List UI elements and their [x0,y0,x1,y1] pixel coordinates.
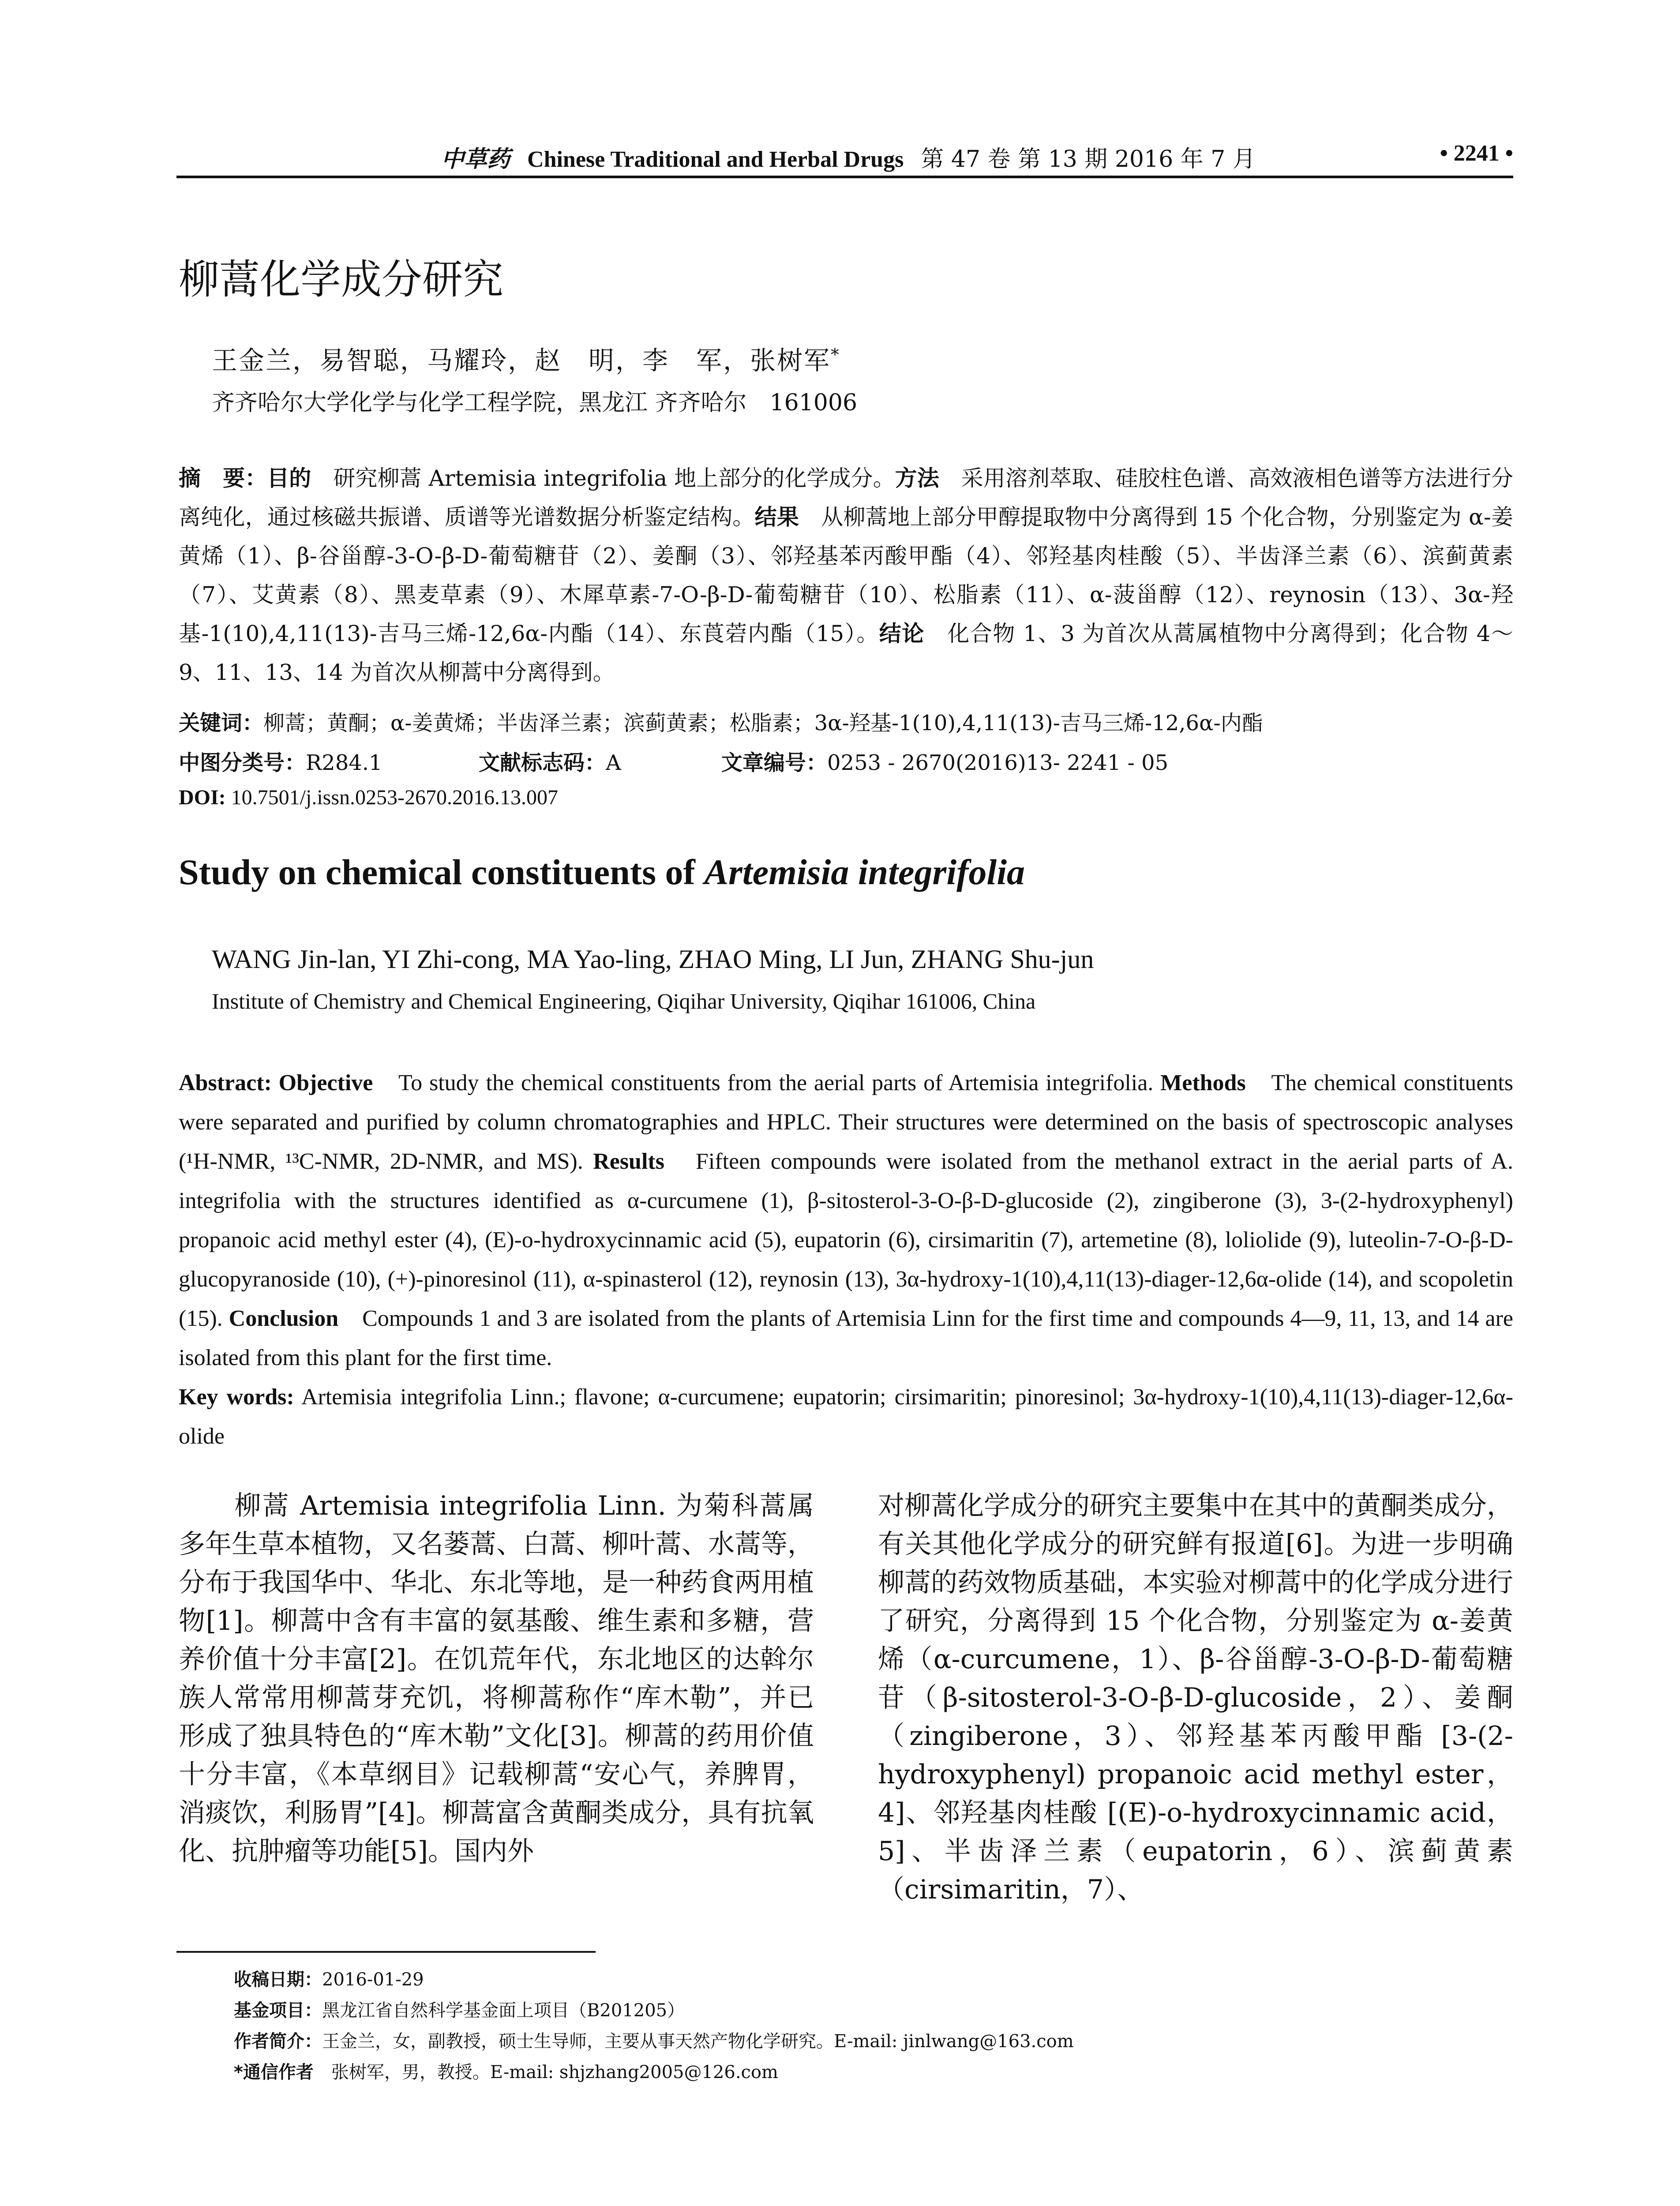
abstract-cn-objective-label: 目的 [267,465,311,491]
received-date: 2016-01-29 [322,1970,424,1990]
journal-issue: 第 47 卷 第 13 期 2016 年 7 月 [921,146,1256,173]
author-label: 作者简介： [234,2031,322,2052]
abstract-en-label: Abstract: Objective [179,1070,373,1095]
abstract-cn-methods-label: 方法 [895,465,939,491]
doc-code-value: A [606,750,621,775]
received-label: 收稿日期： [234,1970,322,1990]
corresponding-mark: * [831,345,840,364]
author-text: 王金兰，女，副教授，硕士生导师，主要从事天然产物化学研究。E-mail: jinlwang@163.com [322,2031,1074,2052]
abstract-cn-results-label: 结果 [754,504,799,530]
institution-cn: 齐齐哈尔大学化学与化学工程学院，黑龙江 齐齐哈尔 161006 [212,390,858,416]
footnote-rule [176,1951,596,1953]
abstract-en-conclusion-label: Conclusion [229,1306,339,1331]
corr-label: *通信作者 [234,2062,314,2082]
abstract-en-objective: To study the chemical constituents from the aerial parts of Artemisia integrifolia. [373,1070,1154,1095]
footnote-received [234,1966,424,1991]
footnote-corresponding [234,2058,778,2083]
abstract-cn-conclusion: 化合物 1、3 为首次从蒿属植物中分离得到；化合物 4～9、11、13、14 为首次从柳蒿中分离得到。 [179,621,1513,685]
abstract-en-results-label: Results [593,1149,664,1174]
abstract-cn-conclusion-label: 结论 [879,621,925,646]
abstract-cn-methods: 采用溶剂萃取、硅胶柱色谱、高效液相色谱等方法进行分离纯化，通过核磁共振谱、质谱等光谱数据分析鉴定结构。 [179,465,1514,530]
footnote-fund [234,1996,685,2022]
title-en-italic: Artemisia integrifolia [704,852,1025,892]
keywords-en-text: Artemisia integrifolia Linn.; flavone; α-curcumene; eupatorin; cirsimaritin; pinoresinol; 3α-hydroxy-1(10),4,11(13)-diager-12,6α-olide [179,1384,1513,1449]
keywords-cn [179,706,1263,736]
footnote-author [234,2027,1074,2052]
abstract-cn-results: 从柳蒿地上部分甲醇提取物中分离得到 15 个化合物，分别鉴定为 α-姜黄烯（1）、β-谷甾醇-3-O-β-D-葡萄糖苷（2）、姜酮（3）、邻羟基苯丙酸甲酯（4）、邻羟基肉桂酸（5）、半齿泽兰素（6）、滨蓟黄素（7）、艾黄素（8）、黑麦草素（9）、木犀草素-7-O-β-D-葡萄糖苷（10）、松脂素（11）、α-菠甾醇（12）、reynosin（13）、3α-羟基-1(10),4,11(13)-吉马三烯-12,6α-内酯（14）、东莨菪内酯（15）。 [179,504,1514,646]
fund-text: 黑龙江省自然科学基金面上项目（B201205） [322,2000,685,2021]
abstract-en [179,1063,1513,1456]
doi-label: DOI: [179,786,226,809]
doi-line [179,785,558,810]
article-no-label: 文章编号： [721,750,828,775]
fund-label: 基金项目： [234,2000,322,2021]
journal-name-en: Chinese Traditional and Herbal Drugs [527,147,904,172]
clc-label: 中图分类号： [179,750,306,775]
journal-line [441,140,1256,173]
title-cn: 柳蒿化学成分研究 [179,256,504,303]
title-en-plain: Study on chemical constituents of [179,852,705,892]
authors-cn-names: 王金兰，易智聪，马耀玲，赵 明，李 军，张树军 [212,345,831,375]
clc-value: R284.1 [306,750,382,775]
abstract-en-conclusion: Compounds 1 and 3 are isolated from the plants of Artemisia Linn for the first time and compounds 4—9, 11, 13, and 14 are isolated from this plant for the first time. [179,1306,1514,1370]
abstract-cn-label: 摘 要： [179,465,267,491]
doc-code-label: 文献标志码： [479,750,606,775]
abstract-cn [179,459,1513,692]
authors-en: WANG Jin-lan, YI Zhi-cong, MA Yao-ling, ZHAO Ming, LI Jun, ZHANG Shu-jun [212,945,1094,974]
abstract-en-methods-label: Methods [1160,1070,1246,1095]
body-column-right: 对柳蒿化学成分的研究主要集中在其中的黄酮类成分，有关其他化学成分的研究鲜有报道[6]。为进一步明确柳蒿的药效物质基础，本实验对柳蒿中的化学成分进行了研究，分离得到 15 个化合物，分别鉴定为 α-姜黄烯（α-curcumene，1）、β-谷甾醇-3-O-β-D-葡萄糖苷（β-sitosterol-3-O-β-D-glucoside，2）、姜酮（zingiberone，3）、邻羟基苯丙酸甲酯 [3-(2-hydroxyphenyl) propanoic acid methyl ester，4]、邻羟基肉桂酸 [(E)-o-hydroxycinnamic acid，5]、半齿泽兰素（eupatorin，6）、滨蓟黄素（cirsimaritin，7）、 [878,1490,1513,1905]
journal-name-cn: 中草药 [441,146,510,173]
page-number: • 2241 • [1440,141,1513,166]
authors-cn [212,340,840,377]
keywords-cn-label: 关键词： [179,711,264,735]
body-column-left: 柳蒿 Artemisia integrifolia Linn. 为菊科蒿属多年生草本植物，又名蒌蒿、白蒿、柳叶蒿、水蒿等，分布于我国华中、华北、东北等地，是一种药食两用植物[1]。柳蒿中含有丰富的氨基酸、维生素和多糖，营养价值十分丰富[2]。在饥荒年代，东北地区的达斡尔族人常常用柳蒿芽充饥，将柳蒿称作“库木勒”，并已形成了独具特色的“库木勒”文化[3]。柳蒿的药用价值十分丰富，《本草纲目》记载柳蒿“安心气，养脾胃，消痰饮，利肠胃”[4]。柳蒿富含黄酮类成分，具有抗氧化、抗肿瘤等功能[5]。国内外 [179,1490,814,1867]
abstract-en-results: Fifteen compounds were isolated from the methanol extract in the aerial parts of A. integrifolia with the structures identified as α-curcumene (1), β-sitosterol-3-O-β-D-glucoside (2), zingiberone (3), 3-(2-hydroxyphenyl) propanoic acid methyl ester (4), (E)-o-hydroxycinnamic acid (5), eupatorin (6), cirsimaritin (7), artemetine (8), loliolide (9), luteolin-7-O-β-D-glucopyranoside (10), (+)-pinoresinol (11), α-spinasterol (12), reynosin (13), 3α-hydroxy-1(10),4,11(13)-diager-12,6α-olide (14), and scopoletin (15). [179,1149,1514,1331]
abstract-cn-objective: 研究柳蒿 Artemisia integrifolia 地上部分的化学成分。 [311,465,895,491]
keywords-en-label: Key words: [179,1384,294,1410]
header-rule [176,176,1513,178]
keywords-cn-text: 柳蒿；黄酮；α-姜黄烯；半齿泽兰素；滨蓟黄素；松脂素；3α-羟基-1(10),4,11(13)-吉马三烯-12,6α-内酯 [263,711,1263,735]
title-en [179,852,1025,893]
corr-text: 张树军，男，教授。E-mail: shjzhang2005@126.com [313,2062,778,2082]
running-header [176,140,1513,176]
doi-value: 10.7501/j.issn.0253-2670.2016.13.007 [225,786,559,809]
article-no-value: 0253 - 2670(2016)13- 2241 - 05 [827,750,1169,775]
abstract-en-methods: The chemical constituents were separated and purified by column chromatographies and HPLC. Their structures were determined on the basis of spectroscopic analyses (¹H-NMR, ¹³C-NMR, 2D-NMR, and MS). [179,1070,1513,1174]
institution-en: Institute of Chemistry and Chemical Engineering, Qiqihar University, Qiqihar 161006, China [212,989,1036,1013]
